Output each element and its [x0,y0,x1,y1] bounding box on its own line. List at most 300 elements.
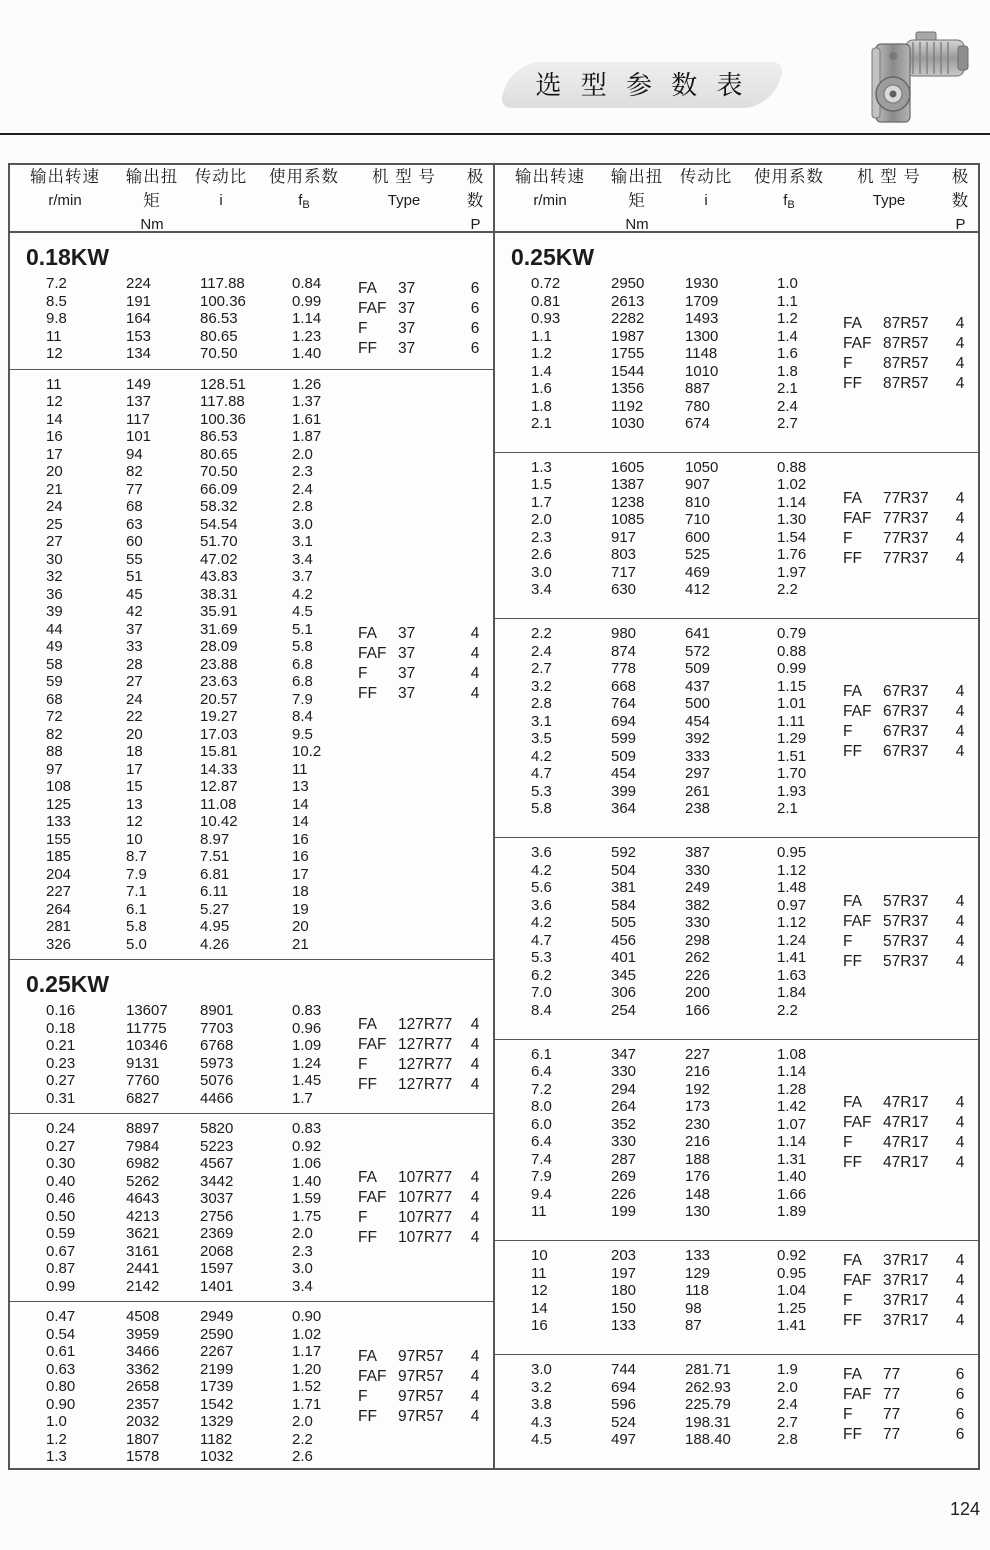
cell-output-torque: 33 [126,638,143,655]
column-label-cn: 输出扭矩 [610,168,664,210]
type-prefix: FAF [358,1188,387,1206]
cell-service-factor: 2.3 [292,463,313,480]
cell-output-torque: 497 [611,1431,637,1449]
type-row [843,1153,972,1173]
cell-output-torque: 347 [611,1045,637,1063]
cell-output-speed: 133 [46,813,72,830]
cell-output-torque: 18 [126,743,143,760]
cell-output-speed: 16 [46,428,63,445]
type-model: 67R37 [883,682,929,700]
table-row [531,1317,843,1335]
cell-output-speed: 1.2 [531,345,552,362]
pole-count: 4 [470,685,480,703]
cell-service-factor: 1.70 [777,765,807,783]
table-row [46,1225,358,1243]
cell-output-torque: 2441 [126,1260,160,1277]
cell-service-factor: 1.40 [777,1168,807,1186]
cell-output-torque: 199 [611,1203,637,1221]
cell-output-speed: 14 [46,410,63,428]
cell-service-factor: 1.14 [777,1063,807,1081]
cell-output-speed: 2.6 [531,546,552,564]
type-prefix: FA [843,1365,862,1383]
cell-ratio: 200 [685,984,711,1002]
table-row [46,393,358,411]
table-row [531,879,843,897]
cell-service-factor: 3.1 [292,533,313,550]
pole-count: 4 [470,1208,480,1226]
type-model: 127R77 [398,1035,453,1053]
cell-service-factor: 1.54 [777,528,807,546]
cell-output-torque: 1192 [611,397,644,415]
type-row [358,339,487,359]
cell-output-torque: 4213 [126,1207,160,1225]
type-prefix: F [843,722,853,740]
cell-output-torque: 55 [126,550,143,568]
cell-service-factor: 1.37 [292,393,322,410]
cell-output-torque: 1578 [126,1448,160,1465]
cell-output-torque: 1356 [611,380,645,397]
table-row [46,275,358,293]
pole-count: 4 [955,892,965,910]
type-row [843,932,972,952]
pole-count: 6 [470,279,480,297]
type-row [843,374,972,394]
cell-service-factor: 18 [292,883,309,900]
cell-service-factor: 1.45 [292,1072,322,1089]
cell-ratio: 330 [685,861,711,879]
type-model: 37 [398,685,416,703]
parameter-block-body [10,275,493,363]
pole-count: 4 [470,1055,480,1073]
cell-service-factor: 1.08 [777,1045,807,1063]
cell-ratio: 6768 [200,1037,234,1054]
type-row [358,1015,487,1035]
cell-output-torque: 874 [611,642,637,660]
cell-output-speed: 0.31 [46,1089,76,1107]
cell-output-torque: 133 [611,1317,637,1335]
cell-ratio: 10.42 [200,813,238,830]
cell-output-speed: 1.3 [531,458,552,476]
cell-service-factor: 1.28 [777,1080,807,1098]
cell-output-speed: 6.1 [531,1045,552,1063]
cell-ratio: 148 [685,1185,711,1203]
table-row [46,481,358,499]
cell-output-torque: 694 [611,712,637,730]
column-header [743,163,835,233]
table-row [46,376,358,394]
cell-output-torque: 3959 [126,1325,160,1343]
cell-service-factor: 2.0 [292,1225,313,1242]
column-unit: Nm [625,216,649,233]
cell-output-speed: 0.16 [46,1002,76,1019]
type-model: 37R17 [883,1251,929,1269]
pole-count: 6 [470,339,480,357]
type-row [358,1168,487,1188]
pole-count: 4 [470,1367,480,1385]
cell-output-speed: 39 [46,603,63,620]
cell-ratio: 1597 [200,1260,234,1277]
pole-count: 4 [955,354,965,372]
cell-output-speed: 25 [46,515,63,533]
cell-service-factor: 1.7 [292,1089,313,1107]
cell-service-factor: 6.8 [292,673,313,690]
cell-output-speed: 0.61 [46,1343,76,1360]
cell-output-torque: 294 [611,1080,637,1098]
type-row [843,722,972,742]
cell-output-speed: 0.23 [46,1054,76,1072]
cell-output-torque: 203 [611,1247,637,1265]
cell-output-speed: 12 [46,393,63,410]
type-prefix: FF [843,1154,862,1172]
cell-service-factor: 1.24 [777,931,807,949]
cell-service-factor: 14 [292,795,309,813]
type-prefix: FAF [358,1035,387,1053]
power-section-title: 0.25KW [26,971,110,997]
cell-output-speed: 1.4 [531,362,552,380]
cell-output-speed: 3.6 [531,844,552,862]
cell-output-speed: 6.4 [531,1063,552,1081]
cell-service-factor: 1.66 [777,1185,807,1203]
cell-output-speed: 88 [46,743,63,760]
table-row [531,1098,843,1116]
cell-output-speed: 185 [46,848,72,865]
table-row [531,459,843,477]
cell-output-torque: 3161 [126,1242,160,1260]
pole-count: 4 [470,665,480,683]
cell-output-torque: 5.8 [126,918,147,935]
cell-service-factor: 4.5 [292,603,313,620]
cell-output-speed: 58 [46,655,63,673]
cell-output-speed: 3.8 [531,1396,552,1414]
cell-ratio: 54.54 [200,515,238,533]
type-list [843,1247,978,1335]
cell-service-factor: 1.04 [777,1282,807,1300]
cell-output-torque: 17 [126,760,143,778]
cell-service-factor: 1.52 [292,1378,322,1395]
table-row [46,293,358,311]
cell-ratio: 100.36 [200,292,246,310]
type-row [843,1271,972,1291]
column-label-cn: 传动比 [194,168,248,186]
table-row [46,1343,358,1361]
type-row [358,299,487,319]
cell-ratio: 216 [685,1063,711,1081]
cell-output-speed: 4.5 [531,1431,552,1449]
cell-service-factor: 0.88 [777,642,807,660]
cell-ratio: 188 [685,1150,711,1168]
cell-output-torque: 2950 [611,275,645,292]
cell-service-factor: 2.4 [292,480,313,498]
cell-ratio: 2949 [200,1308,234,1325]
type-list [843,275,978,433]
cell-output-speed: 14 [531,1299,548,1317]
table-row [46,831,358,849]
table-row [46,1090,358,1108]
type-model: 37 [398,279,416,297]
cell-output-speed: 0.18 [46,1019,76,1037]
type-list [843,1361,978,1449]
pole-count: 4 [470,1015,480,1033]
parameter-block-body [495,1046,978,1221]
type-row [843,529,972,549]
table-row [46,1037,358,1055]
parameter-block [495,1240,978,1354]
cell-output-torque: 980 [611,625,637,643]
cell-output-torque: 803 [611,546,637,564]
column-label-cn: 机 型 号 [372,168,436,186]
cell-output-torque: 306 [611,984,637,1002]
table-row [531,949,843,967]
cell-output-speed: 8.0 [531,1098,552,1116]
cell-ratio: 333 [685,747,711,765]
cell-output-torque: 592 [611,844,637,862]
type-model: 107R77 [398,1208,453,1226]
cell-service-factor: 0.90 [292,1308,322,1325]
cell-output-torque: 134 [126,345,152,362]
type-row [843,509,972,529]
type-row [843,549,972,569]
column-header [458,163,493,233]
cell-ratio: 128.51 [200,375,246,393]
cell-output-speed: 2.7 [531,660,552,678]
cell-output-torque: 6827 [126,1089,160,1107]
cell-output-torque: 117 [126,410,150,428]
cell-output-torque: 264 [611,1098,637,1116]
cell-output-speed: 6.2 [531,966,552,984]
table-row [531,1116,843,1134]
cell-output-speed: 32 [46,568,63,585]
cell-service-factor: 2.8 [777,1431,798,1449]
type-row [843,1251,972,1271]
cell-ratio: 1493 [685,310,719,327]
column-header [669,163,743,233]
type-prefix: FAF [843,1385,872,1403]
pole-count: 4 [955,334,965,352]
cell-output-torque: 524 [611,1413,637,1431]
cell-ratio: 2369 [200,1225,234,1242]
table-row [46,673,358,691]
table-row [46,901,358,919]
table-row [46,848,358,866]
cell-output-torque: 454 [611,765,637,783]
cell-output-torque: 2142 [126,1277,160,1295]
cell-ratio: 907 [685,476,711,494]
type-list [843,625,978,818]
cell-output-torque: 51 [126,568,143,585]
cell-ratio: 710 [685,511,711,529]
cell-ratio: 15.81 [200,743,238,760]
type-row [358,624,487,644]
cell-output-speed: 11 [531,1203,547,1221]
cell-ratio: 70.50 [200,463,238,480]
pole-count: 4 [955,1251,965,1269]
cell-output-speed: 0.87 [46,1260,76,1277]
table-row [46,446,358,464]
table-row [531,713,843,731]
type-row [843,334,972,354]
cell-service-factor: 1.09 [292,1037,322,1054]
cell-output-speed: 0.67 [46,1242,76,1260]
cell-service-factor: 1.8 [777,362,798,380]
column-header-row [10,165,493,233]
table-row [46,1208,358,1226]
cell-ratio: 38.31 [200,585,238,603]
cell-output-speed: 5.6 [531,879,552,897]
cell-output-speed: 44 [46,620,63,638]
pole-count: 4 [955,912,965,930]
cell-service-factor: 1.6 [777,345,798,362]
pole-count: 4 [955,1114,965,1132]
type-model: 97R57 [398,1367,444,1385]
cell-output-torque: 197 [611,1264,637,1282]
cell-service-factor: 1.24 [292,1054,322,1072]
cell-output-speed: 4.2 [531,914,552,932]
type-prefix: FA [358,1168,377,1186]
cell-service-factor: 0.95 [777,844,807,862]
cell-ratio: 262 [685,949,711,967]
unit-main: f [298,192,303,209]
type-prefix: FA [358,1347,377,1365]
cell-output-torque: 599 [611,730,637,748]
type-row [843,892,972,912]
cell-output-speed: 97 [46,760,63,778]
cell-output-torque: 7.1 [126,883,147,900]
cell-output-torque: 456 [611,931,637,949]
table-row [46,1308,358,1326]
cell-ratio: 297 [685,765,711,783]
cell-service-factor: 2.2 [292,1430,313,1448]
cell-output-speed: 11 [46,327,62,345]
pole-count: 4 [955,742,965,760]
type-model: 37 [398,665,416,683]
cell-output-torque: 180 [611,1282,637,1300]
cell-ratio: 572 [685,642,711,660]
cell-output-torque: 1030 [611,415,645,432]
type-model: 37 [398,625,416,643]
cell-output-torque: 12 [126,813,143,830]
type-prefix: FF [843,374,862,392]
table-row [531,1300,843,1318]
type-model: 37R17 [883,1311,929,1329]
type-row [358,664,487,684]
cell-service-factor: 0.99 [777,660,807,678]
type-row [843,314,972,334]
type-row [843,912,972,932]
cell-service-factor: 1.89 [777,1203,807,1221]
cell-service-factor: 1.84 [777,984,807,1002]
cell-ratio: 5223 [200,1137,234,1155]
table-row [531,1247,843,1265]
pole-count: 4 [955,1291,965,1309]
table-row [46,463,358,481]
type-model: 87R57 [883,334,929,352]
column-header [120,163,184,233]
cell-ratio: 43.83 [200,568,238,585]
page-title-banner [506,62,778,108]
type-list [843,459,978,599]
cell-output-speed: 0.47 [46,1308,76,1325]
table-row [531,932,843,950]
table-row [531,1265,843,1283]
cell-ratio: 4567 [200,1155,234,1172]
cell-service-factor: 11 [292,760,308,778]
cell-output-torque: 10 [126,830,143,848]
cell-output-speed: 9.4 [531,1185,552,1203]
type-row [358,1347,487,1367]
cell-ratio: 8901 [200,1002,234,1019]
data-rows [10,275,358,363]
type-list [358,1120,493,1295]
data-rows [495,1247,843,1335]
parameter-block-body [495,844,978,1019]
table-row [46,796,358,814]
cell-service-factor: 1.71 [292,1395,322,1413]
cell-service-factor: 1.12 [777,861,807,879]
cell-output-speed: 3.2 [531,677,552,695]
cell-output-speed: 1.6 [531,380,552,397]
cell-service-factor: 1.29 [777,730,807,748]
cell-service-factor: 0.88 [777,458,807,476]
parameter-block [10,369,493,960]
cell-ratio: 129 [685,1264,711,1282]
parameter-block-body [495,625,978,818]
cell-service-factor: 1.48 [777,879,807,897]
cell-output-torque: 27 [126,673,143,690]
cell-service-factor: 1.93 [777,782,807,800]
table-row [531,581,843,599]
data-rows [10,1002,358,1107]
pole-count: 4 [955,489,965,507]
type-row [843,1113,972,1133]
column-unit: Nm [140,216,164,233]
table-row [531,275,843,293]
cell-service-factor: 1.87 [292,428,322,445]
table-row [46,1278,358,1296]
cell-service-factor: 1.40 [292,1172,322,1190]
cell-output-speed: 27 [46,533,63,550]
cell-service-factor: 6.8 [292,655,313,673]
pole-count: 4 [955,1271,965,1289]
cell-service-factor: 1.41 [777,1317,807,1335]
cell-output-speed: 2.8 [531,695,552,713]
cell-ratio: 1739 [200,1378,234,1395]
cell-ratio: 6.81 [200,865,230,883]
type-row [843,1405,972,1425]
cell-output-speed: 8.4 [531,1001,552,1019]
power-section-title: 0.18KW [26,244,110,270]
cell-ratio: 12.87 [200,778,238,795]
table-row [46,936,358,954]
cell-service-factor: 1.97 [777,563,807,581]
cell-ratio: 5.27 [200,900,230,918]
type-model: 57R37 [883,912,929,930]
type-prefix: F [843,529,853,547]
table-row [531,415,843,433]
type-prefix: FF [358,685,377,703]
type-prefix: FA [358,625,377,643]
cell-output-speed: 0.90 [46,1395,76,1413]
cell-output-speed: 24 [46,498,63,515]
table-row [46,743,358,761]
cell-output-torque: 7.9 [126,865,147,883]
cell-ratio: 176 [685,1168,711,1186]
cell-output-speed: 2.3 [531,528,552,546]
type-prefix: FAF [843,1114,872,1132]
table-row [46,621,358,639]
cell-service-factor: 1.30 [777,511,807,529]
cell-output-torque: 5.0 [126,935,147,953]
table-row [531,678,843,696]
